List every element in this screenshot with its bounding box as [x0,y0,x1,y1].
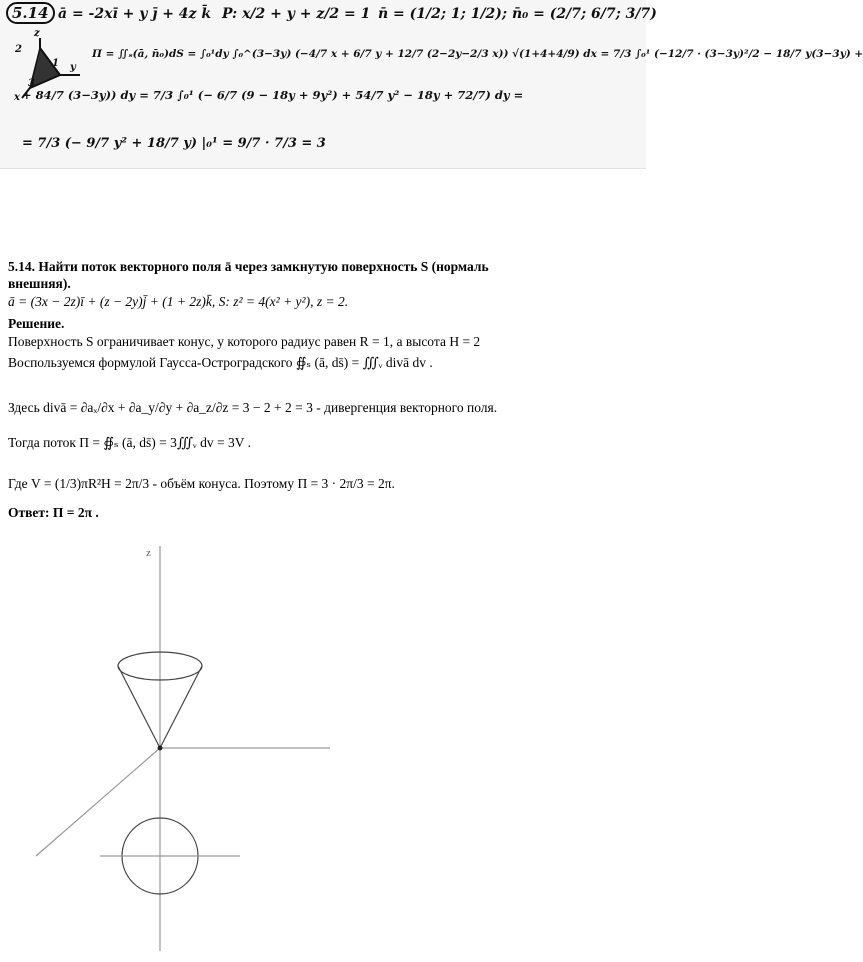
axis-mark-2: 2 [15,44,22,55]
cone-figure [0,536,646,956]
solution-p2: Воспользуемся формулой Гаусса-Остроградского ∯ₛ (ā, ds̄) = ∭ᵥ divā dv . [8,355,433,370]
plane-equation: P: x/2 + y + z/2 = 1 [222,6,371,22]
axis-x-label: x [14,92,20,103]
axis-mark-1: 1 [52,58,59,69]
axis-mark-3: 3 [28,78,35,89]
problem-number: 5.14 [6,2,55,24]
x-axis [36,748,160,856]
origin-point [158,746,163,751]
problem-given: ā = (3x − 2z)ī + (z − 2y)j̄ + (1 + 2z)k̄, S: z² = 4(x² + y²), z = 2. [8,294,349,309]
flux-integral-result: = 7/3 (− 9/7 y² + 18/7 y) |₀¹ = 9/7 · 7/3 = 3 [22,136,326,151]
problem-title: 5.14. Найти поток векторного поля ā через замкнутую поверхность S (нормаль [8,259,489,274]
normal-vector: n̄ = (1/2; 1; 1/2); n̄₀ = (2/7; 6/7; 3/7) [378,6,657,22]
solution-p3: Здесь divā = ∂aₓ/∂x + ∂a_y/∂y + ∂a_z/∂z = 3 − 2 + 2 = 3 - дивергенция векторного поля. [8,400,498,415]
solution-label: Решение. [8,316,65,331]
handwritten-solution [0,0,863,169]
axis-y-label: y [70,62,76,73]
flux-integral-line2: + 84/7 (3−3y)) dy = 7/3 ∫₀¹ (− 6/7 (9 − 18y + 9y²) + 54/7 y² − 18y + 72/7) dy = [22,88,524,102]
z-axis-label: z [146,547,151,559]
answer: Ответ: Π = 2π . [8,505,99,520]
problem-title-cont: внешняя). [8,276,71,291]
axis-z-label: z [34,28,40,39]
vector-field: ā = -2xī + y j̄ + 4z k̄ [58,6,212,22]
solution-p5: Где V = (1/3)πR²H = 2π/3 - объём конуса. Поэтому Π = 3 · 2π/3 = 2π. [8,476,395,491]
solution-p1: Поверхность S ограничивает конус, у которого радиус равен R = 1, а высота H = 2 [8,334,481,349]
solution-p4: Тогда поток Π = ∯ₛ (ā, ds̄) = 3∭ᵥ dv = 3V . [8,435,251,450]
flux-integral-line1: Π = ∬ₛ(ā, n̄₀)dS = ∫₀¹dy ∫₀^(3−3y) (−4/7 x + 6/7 y + 12/7 (2−2y−2/3 x)) √(1+4+4/9) dx = 7/3 ∫₀¹ (−12/7 · (3−3y)²/2 − 18/7 y(3−3y) + [92,48,863,60]
